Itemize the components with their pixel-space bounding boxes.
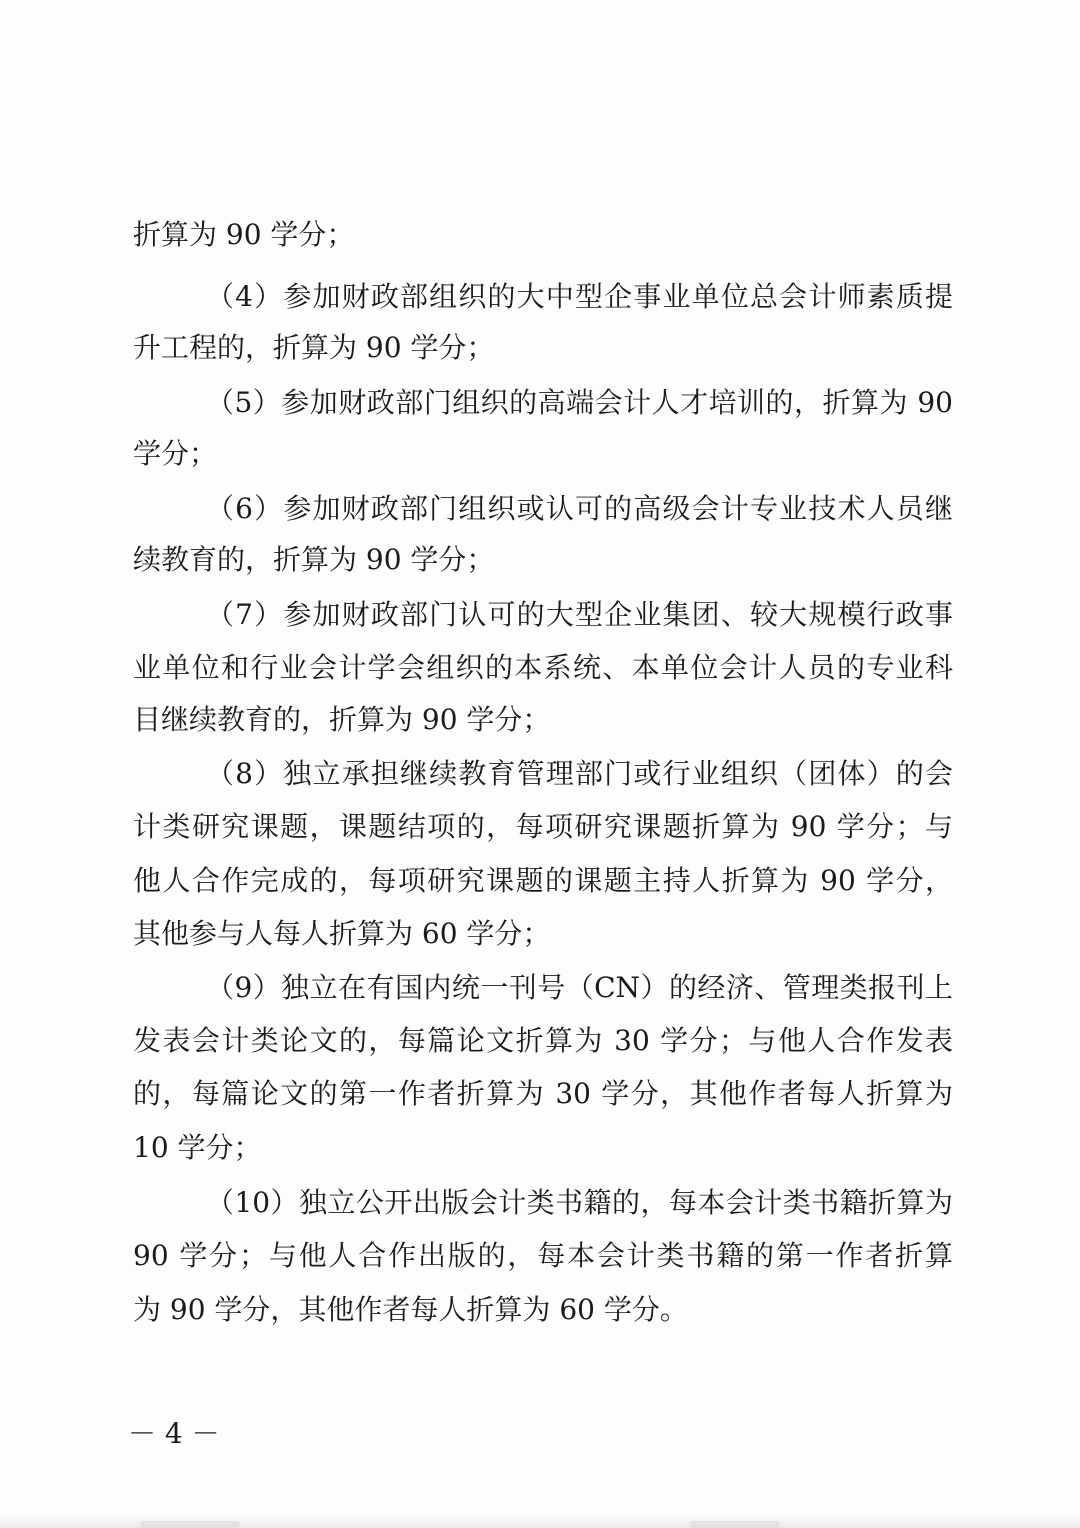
item-7-line-1: （7）参加财政部门认可的大型企业集团、较大规模行政事 (206, 598, 953, 631)
item-8-line-2: 计类研究课题，课题结项的，每项研究课题折算为 90 学分；与 (133, 810, 953, 843)
scan-artifact (140, 1521, 240, 1528)
scan-artifact (690, 1521, 780, 1528)
item-6-line-2: 续教育的，折算为 90 学分； (133, 543, 495, 576)
item-5-line-2: 学分； (133, 437, 218, 470)
item-10-line-1: （10）独立公开出版会计类书籍的，每本会计类书籍折算为 (206, 1186, 953, 1219)
item-9-line-2: 发表会计类论文的，每篇论文折算为 30 学分；与他人合作发表 (133, 1024, 953, 1057)
item-4-line-2: 升工程的，折算为 90 学分； (133, 331, 495, 364)
item-8-line-4: 其他参与人每人折算为 60 学分； (133, 917, 551, 950)
item-8-line-1: （8）独立承担继续教育管理部门或行业组织（团体）的会 (206, 757, 953, 790)
item-6-line-1: （6）参加财政部门组织或认可的高级会计专业技术人员继 (206, 492, 953, 525)
item-5-line-1: （5）参加财政部门组织的高端会计人才培训的，折算为 90 (206, 386, 953, 419)
item-9-line-4: 10 学分； (133, 1131, 262, 1164)
item-10-line-2: 90 学分；与他人合作出版的，每本会计类书籍的第一作者折算 (133, 1239, 953, 1272)
item-8-line-3: 他人合作完成的，每项研究课题的课题主持人折算为 90 学分， (133, 864, 953, 897)
item-9-line-3: 的，每篇论文的第一作者折算为 30 学分，其他作者每人折算为 (133, 1077, 953, 1110)
item-4-line-1: （4）参加财政部组织的大中型企事业单位总会计师素质提 (206, 280, 953, 313)
text-line: 折算为 90 学分； (133, 218, 355, 251)
item-7-line-2: 业单位和行业会计学会组织的本系统、本单位会计人员的专业科 (133, 651, 953, 684)
item-7-line-3: 目继续教育的，折算为 90 学分； (133, 703, 551, 736)
item-10-line-3: 为 90 学分，其他作者每人折算为 60 学分。 (133, 1293, 688, 1326)
item-9-line-1: （9）独立在有国内统一刊号（CN）的经济、管理类报刊上 (206, 971, 953, 1004)
page-number: － 4 － (128, 1417, 220, 1450)
